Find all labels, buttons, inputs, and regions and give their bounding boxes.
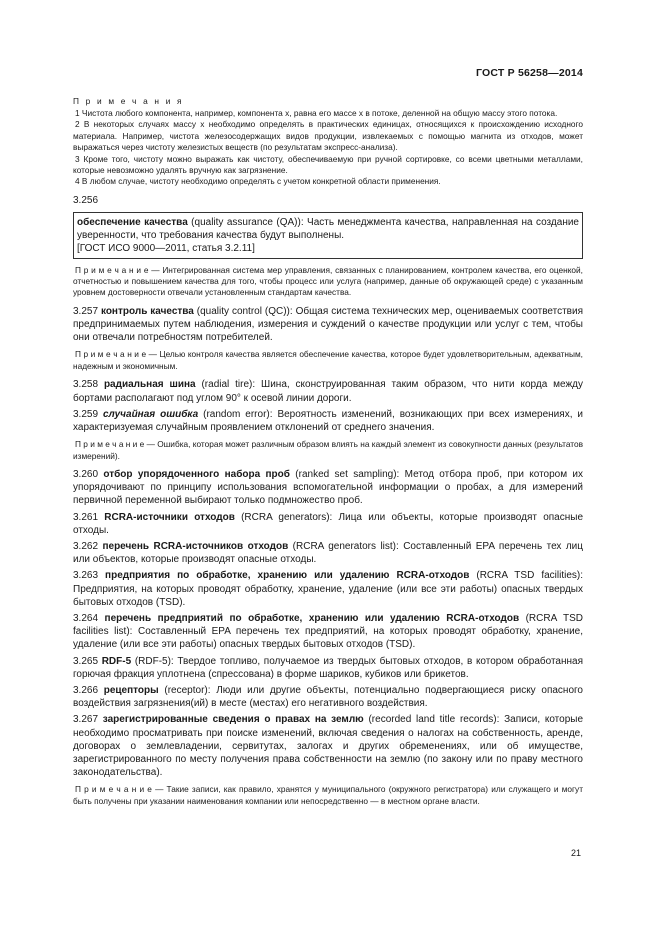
term-3262-title: перечень RCRA-источников отходов [102,540,289,552]
document-id: ГОСТ Р 56258—2014 [475,67,583,79]
term-3260-title: отбор упорядоченного набора проб [103,468,290,480]
term-3266-title: рецепторы [103,684,159,696]
term-3267-title: зарегистрированные сведения о правах на землю [102,714,364,726]
notes-top [73,108,583,188]
page-content [73,96,583,807]
term-3256-title: обеспечение качества [77,217,188,229]
term-3261: 3.261 RCRA-источники отходов (RCRA generators): Лица или объекты, которые производят опасные отходы. [73,511,584,536]
term-3265-title: RDF-5 [101,655,132,667]
note-3: 3 Кроме того, чистоту можно выражать как чистоту, обеспечиваемую при ручной сортировке, со всеми цветными металлами, которые невозможно удалять вручную как загрязнение. [73,153,583,176]
term-3256-box [73,212,583,259]
note-1: 1 Чистота любого компонента, например, компонента x, равна его массе x в потоке, деленной на общую массу этого потока. [75,108,558,118]
note-2: 2 В некоторых случаях массу x необходимо определять в практических единицах, относящихся к происхождению исходного материала. Например, чистота железосодержащих видов продукции, извлекаемых с помощью магнита из отходов, может выражаться через чистоту железистых веществ (по результатам экспресс-анализа). [73,119,583,153]
term-3256-definition: (quality assurance (QA)): Часть менеджмента качества, направленная на создание уверенности, что требования качества будут выполнены. [77,217,579,242]
term-3256-number: 3.256 [73,194,99,206]
term-3259-title: случайная ошибка [102,408,199,420]
term-3260: 3.260 отбор упорядоченного набора проб (ranked set sampling): Метод отбора проб, при котором их упорядочивают по принципу использования вспомогательной информации о пробах, а для измерений первичной переменной выбирают только подмножество проб. [73,468,584,507]
term-3259: 3.259 случайная ошибка (random error): Вероятность изменений, возникающих при всех измерениях, и характеризуемая случайным проявлением отклонений от среднего значения. [73,408,583,433]
term-3257-note: П р и м е ч а н и е — Целью контроля качества является обеспечение качества, которое будет удовлетворительным, адекватным, надежным и экономичным. [73,349,583,371]
note-4: 4 В любом случае, чистоту необходимо определять с учетом конкретной области применения. [75,176,441,187]
term-3261-title: RCRA-источники отходов [104,511,235,523]
term-3263-title: предприятия по обработке, хранению или удалению RCRA-отходов [105,570,470,582]
term-3256-note: П р и м е ч а н и е — Интегрированная система мер управления, связанных с планированием, контролем качества, его оценкой, отчетностью и повышением качества для того, чтобы процесс или услуга (например, данные об окружающей среде) с указанным уровнем достоверности отвечали установленным стандартам качества. [73,264,583,298]
term-3258: 3.258 радиальная шина (radial tire): Шина, сконструированная таким образом, что нити корда между бортами располагают под углом 90° к осевой линии дороги. [73,379,583,404]
term-3262: 3.262 перечень RCRA-источников отходов (RCRA generators list): Составленный EPA перечень тех лиц или объектов, которые производят опасные отходы. [73,540,583,566]
term-3267: 3.267 зарегистрированные сведения о правах на землю (recorded land title records): Записи, которые необходимо просматривать при поиске изменений, включая сведения о налогах на собственность, аренде, договорах о землевладении, сервитутах, залогах и других обременениях, или об имуществе, зарегистрированного по месту получения права собственности на землю (по закону или по праву местного законодательства). [73,714,584,779]
notes-heading: П р и м е ч а н и я [73,96,184,106]
term-3264-title: перечень предприятий по обработке, хранению или удалению RCRA-отходов [104,612,520,624]
term-3259-note: П р и м е ч а н и е — Ошибка, которая может различным образом влиять на каждый элемент из совокупности данных (результатов измерений). [73,439,583,461]
term-3266: 3.266 рецепторы (receptor): Люди или другие объекты, потенциально подвергающиеся риску опасного воздействия загрязнения(ий) в месте (местах) его негативного воздействия. [73,684,583,710]
term-3264: 3.264 перечень предприятий по обработке, хранению или удалению RCRA-отходов (RCRA TSD facilities list): Составленный EPA перечень тех предприятий, на которых проводят обработку, хранение, удаление (или все эти работы) опасных твердых бытовых отходов (TSD). [73,612,584,651]
term-3257: 3.257 контроль качества (quality control (QC)): Общая система технических мер, оцениваемых соответствия предпринимаемых путем наблюдения, измерения и суждений о качестве продукции или услуг с тем, чтобы они отвечали потребностям потребителей. [73,305,583,344]
term-3265: 3.265 RDF-5 (RDF-5): Твердое топливо, получаемое из твердых бытовых отходов, в котором обработанная горючая фракция уплотнена (спрессована) в форме шариков, кубиков или брикетов. [73,655,583,680]
term-3256-reference: [ГОСТ ИСО 9000—2011, статья 3.2.11] [77,243,255,255]
page-number: 21 [570,848,581,858]
term-3258-title: радиальная шина [103,379,196,391]
term-3263: 3.263 предприятия по обработке, хранению или удалению RCRA-отходов (RCRA TSD facilities): Предприятия, на которых проводят обработку, хранение, удаление (или все эти работы) опасных твердых бытовых отходов (TSD). [73,570,583,608]
term-3267-note: П р и м е ч а н и е — Такие записи, как правило, хранятся у муниципального (окружного регистратора) или служащего и могут быть получены при указании наименования компании или непосредственно — в местном органе власти. [73,784,583,806]
term-3257-title: контроль качества [100,305,194,317]
